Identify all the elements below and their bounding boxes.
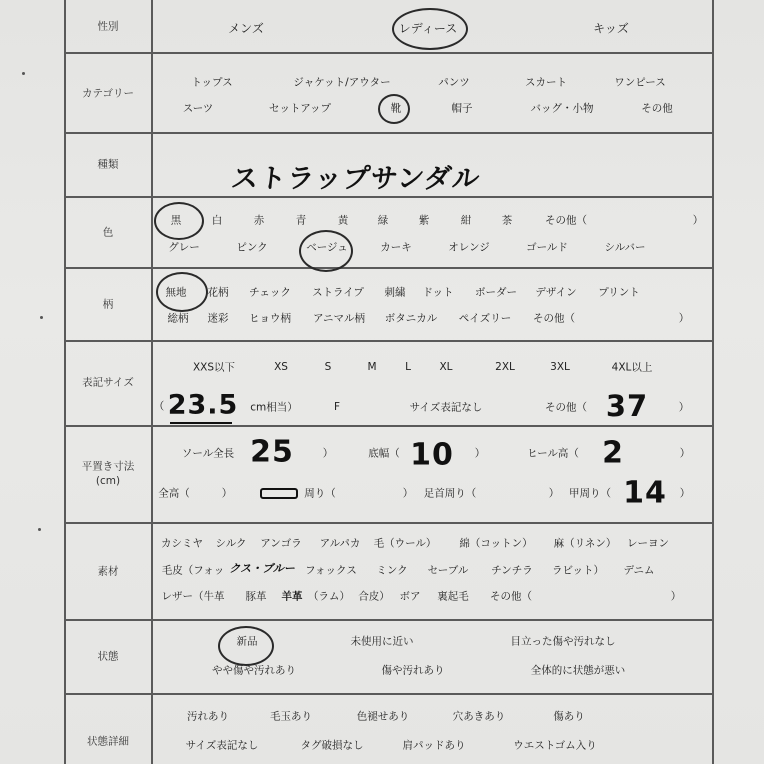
option-silk: シルク bbox=[215, 537, 247, 550]
option-4xl: 4XL以上 bbox=[611, 361, 653, 374]
paren-open: （ bbox=[153, 400, 165, 413]
row-divider bbox=[64, 522, 714, 524]
option-near-unused: 未使用に近い bbox=[350, 635, 414, 648]
option-dot: ドット bbox=[422, 286, 454, 299]
row-label-measure-unit: (cm) bbox=[95, 475, 121, 487]
option-plain: 無地 bbox=[165, 286, 187, 299]
option-onepiece: ワンピース bbox=[614, 76, 666, 89]
paren-close: ） bbox=[402, 487, 414, 500]
table-right-border bbox=[712, 0, 714, 764]
option-black: 黒 bbox=[170, 214, 182, 227]
paren-close: ） bbox=[474, 447, 486, 460]
paren-close: ） bbox=[679, 487, 691, 500]
option-cotton: 綿（コットン） bbox=[459, 537, 533, 550]
option-synthetic-leather: 合皮） bbox=[358, 590, 390, 603]
option-bag: バッグ・小物 bbox=[530, 102, 594, 115]
paren-close: ） bbox=[679, 447, 691, 460]
option-botanical: ボタニカル bbox=[384, 312, 438, 325]
option-chinchilla: チンチラ bbox=[491, 564, 533, 577]
selection-circle bbox=[156, 272, 208, 312]
around-label: 周り（ bbox=[304, 487, 336, 500]
option-shoes: 靴 bbox=[390, 102, 402, 115]
option-pigskin: 豚革 bbox=[245, 590, 267, 603]
option-pattern-other: その他（ bbox=[533, 312, 575, 325]
handwritten-heel-height: 2 bbox=[602, 435, 624, 471]
option-l: L bbox=[405, 361, 411, 373]
row-label-material: 素材 bbox=[97, 565, 119, 578]
option-embroidery: 刺繍 bbox=[384, 286, 406, 299]
option-orange: オレンジ bbox=[448, 241, 490, 254]
paren-close: ） bbox=[322, 447, 334, 460]
option-3xl: 3XL bbox=[550, 361, 570, 373]
option-design: デザイン bbox=[535, 286, 577, 299]
detail-scratches: 傷あり bbox=[553, 710, 585, 723]
row-label-category: カテゴリー bbox=[81, 87, 135, 100]
paren-close: ） bbox=[548, 487, 560, 500]
option-cashmere: カシミヤ bbox=[161, 537, 203, 550]
option-allover: 総柄 bbox=[167, 312, 189, 325]
detail-holes: 穴あきあり bbox=[452, 710, 506, 723]
heel-height-label: ヒール高（ bbox=[527, 447, 579, 460]
detail-dirt: 汚れあり bbox=[187, 710, 229, 723]
detail-shoulder-pads: 肩パッドあり bbox=[402, 739, 466, 752]
option-skirt: スカート bbox=[525, 76, 567, 89]
detail-pilling: 毛玉あり bbox=[270, 710, 312, 723]
option-beige: ベージュ bbox=[306, 241, 348, 254]
option-gray: グレー bbox=[168, 241, 200, 254]
option-fur: 毛皮（フォッ bbox=[161, 564, 225, 577]
option-ladies: レディース bbox=[398, 21, 458, 36]
option-suit: スーツ bbox=[182, 102, 214, 115]
row-label-measure: 平置き寸法 bbox=[81, 460, 135, 473]
option-jacket: ジャケット/アウター bbox=[293, 76, 391, 89]
option-pants: パンツ bbox=[438, 76, 470, 89]
option-new: 新品 bbox=[236, 635, 258, 648]
option-khaki: カーキ bbox=[380, 241, 412, 254]
handwritten-fur-note: クス・ブルー bbox=[229, 562, 295, 575]
option-xxs: XXS以下 bbox=[192, 361, 236, 374]
option-sheepskin: 羊革 bbox=[281, 590, 303, 603]
option-brown: 茶 bbox=[501, 214, 513, 227]
paper-speck bbox=[38, 528, 41, 531]
option-s: S bbox=[324, 361, 332, 373]
paren-close: ） bbox=[678, 401, 690, 414]
option-navy: 紺 bbox=[460, 214, 472, 227]
option-no-noticeable-damage: 目立った傷や汚れなし bbox=[510, 635, 616, 648]
option-wool: 毛（ウール） bbox=[373, 537, 437, 550]
option-check: チェック bbox=[249, 286, 291, 299]
option-leather: レザー（牛革 bbox=[161, 590, 225, 603]
option-poor-condition: 全体的に状態が悪い bbox=[530, 664, 626, 677]
row-label-color: 色 bbox=[102, 226, 114, 239]
option-free: F bbox=[333, 401, 341, 413]
total-height-label: 全高（ bbox=[158, 487, 190, 500]
option-damage: 傷や汚れあり bbox=[381, 664, 445, 677]
cm-equivalent-label: cm相当） bbox=[250, 401, 298, 414]
option-print: プリント bbox=[598, 286, 640, 299]
option-green: 緑 bbox=[377, 214, 389, 227]
option-xl: XL bbox=[439, 361, 453, 373]
bottom-width-label: 底幅（ bbox=[368, 447, 400, 460]
option-angora: アンゴラ bbox=[260, 537, 302, 550]
row-divider bbox=[64, 425, 714, 427]
row-label-kind: 種類 bbox=[97, 158, 119, 171]
selection-circle bbox=[218, 626, 274, 666]
selection-circle bbox=[378, 94, 410, 124]
option-leopard: ヒョウ柄 bbox=[249, 312, 291, 325]
option-denim: デニム bbox=[623, 564, 655, 577]
paren-close: ） bbox=[221, 487, 233, 500]
option-material-other: その他（ bbox=[490, 590, 532, 603]
option-purple: 紫 bbox=[418, 214, 430, 227]
option-brushed-back: 裏起毛 bbox=[437, 590, 469, 603]
paren-close: ） bbox=[692, 214, 704, 227]
row-divider bbox=[64, 340, 714, 342]
option-no-size-label: サイズ表記なし bbox=[409, 401, 483, 414]
option-rayon: レーヨン bbox=[627, 537, 669, 550]
option-rabbit: ラビット） bbox=[551, 564, 605, 577]
option-red: 赤 bbox=[253, 214, 265, 227]
option-other: その他 bbox=[641, 102, 673, 115]
handwritten-scribble bbox=[260, 488, 298, 499]
option-setup: セットアップ bbox=[269, 102, 331, 115]
option-mink: ミンク bbox=[376, 564, 408, 577]
option-border: ボーダー bbox=[475, 286, 517, 299]
row-label-size: 表記サイズ bbox=[82, 376, 134, 389]
option-some-damage: やや傷や汚れあり bbox=[212, 664, 296, 677]
paper-speck bbox=[22, 72, 25, 75]
row-divider bbox=[64, 619, 714, 621]
option-floral: 花柄 bbox=[207, 286, 229, 299]
option-gold: ゴールド bbox=[526, 241, 568, 254]
option-kids: キッズ bbox=[593, 21, 629, 36]
option-alpaca: アルパカ bbox=[319, 537, 361, 550]
option-sable: セーブル bbox=[427, 564, 469, 577]
option-boa: ボア bbox=[399, 590, 421, 603]
option-pink: ピンク bbox=[236, 241, 268, 254]
handwritten-bottom-width: 10 bbox=[410, 437, 454, 473]
option-animal: アニマル柄 bbox=[313, 312, 365, 325]
handwritten-size-other: 37 bbox=[605, 389, 649, 423]
row-label-gender: 性別 bbox=[97, 20, 119, 33]
selection-circle bbox=[392, 8, 468, 50]
row-label-pattern: 柄 bbox=[102, 298, 114, 311]
handwritten-size-cm: 23.5 bbox=[167, 389, 239, 421]
option-lamb: （ラム） bbox=[308, 590, 350, 603]
handwritten-underline bbox=[170, 422, 232, 424]
option-mens: メンズ bbox=[228, 21, 264, 36]
instep-around-label: 甲周り（ bbox=[569, 487, 611, 500]
option-m: M bbox=[367, 361, 377, 373]
handwritten-kind: ストラップサンダル bbox=[229, 163, 482, 195]
option-linen: 麻（リネン） bbox=[553, 537, 617, 550]
detail-no-tag-damage: タグ破損なし bbox=[300, 739, 364, 752]
detail-waist-elastic: ウエストゴム入り bbox=[513, 739, 597, 752]
ankle-around-label: 足首周り（ bbox=[423, 487, 477, 500]
row-divider bbox=[64, 267, 714, 269]
option-color-other: その他（ bbox=[545, 214, 587, 227]
paren-close: ） bbox=[670, 590, 682, 603]
option-fox: フォックス bbox=[305, 564, 357, 577]
sole-length-label: ソール全長 bbox=[181, 447, 235, 460]
row-divider bbox=[64, 132, 714, 134]
option-yellow: 黄 bbox=[337, 214, 349, 227]
option-2xl: 2XL bbox=[495, 361, 515, 373]
row-label-condition: 状態 bbox=[97, 650, 119, 663]
option-paisley: ペイズリー bbox=[458, 312, 512, 325]
option-hat: 帽子 bbox=[451, 102, 473, 115]
option-silver: シルバー bbox=[604, 241, 646, 254]
detail-no-size-label: サイズ表記なし bbox=[185, 739, 259, 752]
selection-circle bbox=[154, 202, 204, 240]
handwritten-instep-around: 14 bbox=[623, 475, 667, 511]
paper-speck bbox=[40, 316, 43, 319]
selection-circle bbox=[299, 230, 353, 272]
option-stripe: ストライプ bbox=[312, 286, 364, 299]
option-white: 白 bbox=[211, 214, 223, 227]
row-divider bbox=[64, 196, 714, 198]
option-camo: 迷彩 bbox=[207, 312, 229, 325]
option-blue: 青 bbox=[295, 214, 307, 227]
handwritten-sole-length: 25 bbox=[250, 434, 294, 470]
option-size-other: その他（ bbox=[545, 401, 587, 414]
option-tops: トップス bbox=[191, 76, 233, 89]
row-divider bbox=[64, 693, 714, 695]
option-xs: XS bbox=[274, 361, 288, 373]
detail-fading: 色褪せあり bbox=[356, 710, 410, 723]
row-label-condition-detail: 状態詳細 bbox=[87, 735, 129, 748]
paren-close: ） bbox=[678, 312, 690, 325]
row-divider bbox=[64, 52, 714, 54]
